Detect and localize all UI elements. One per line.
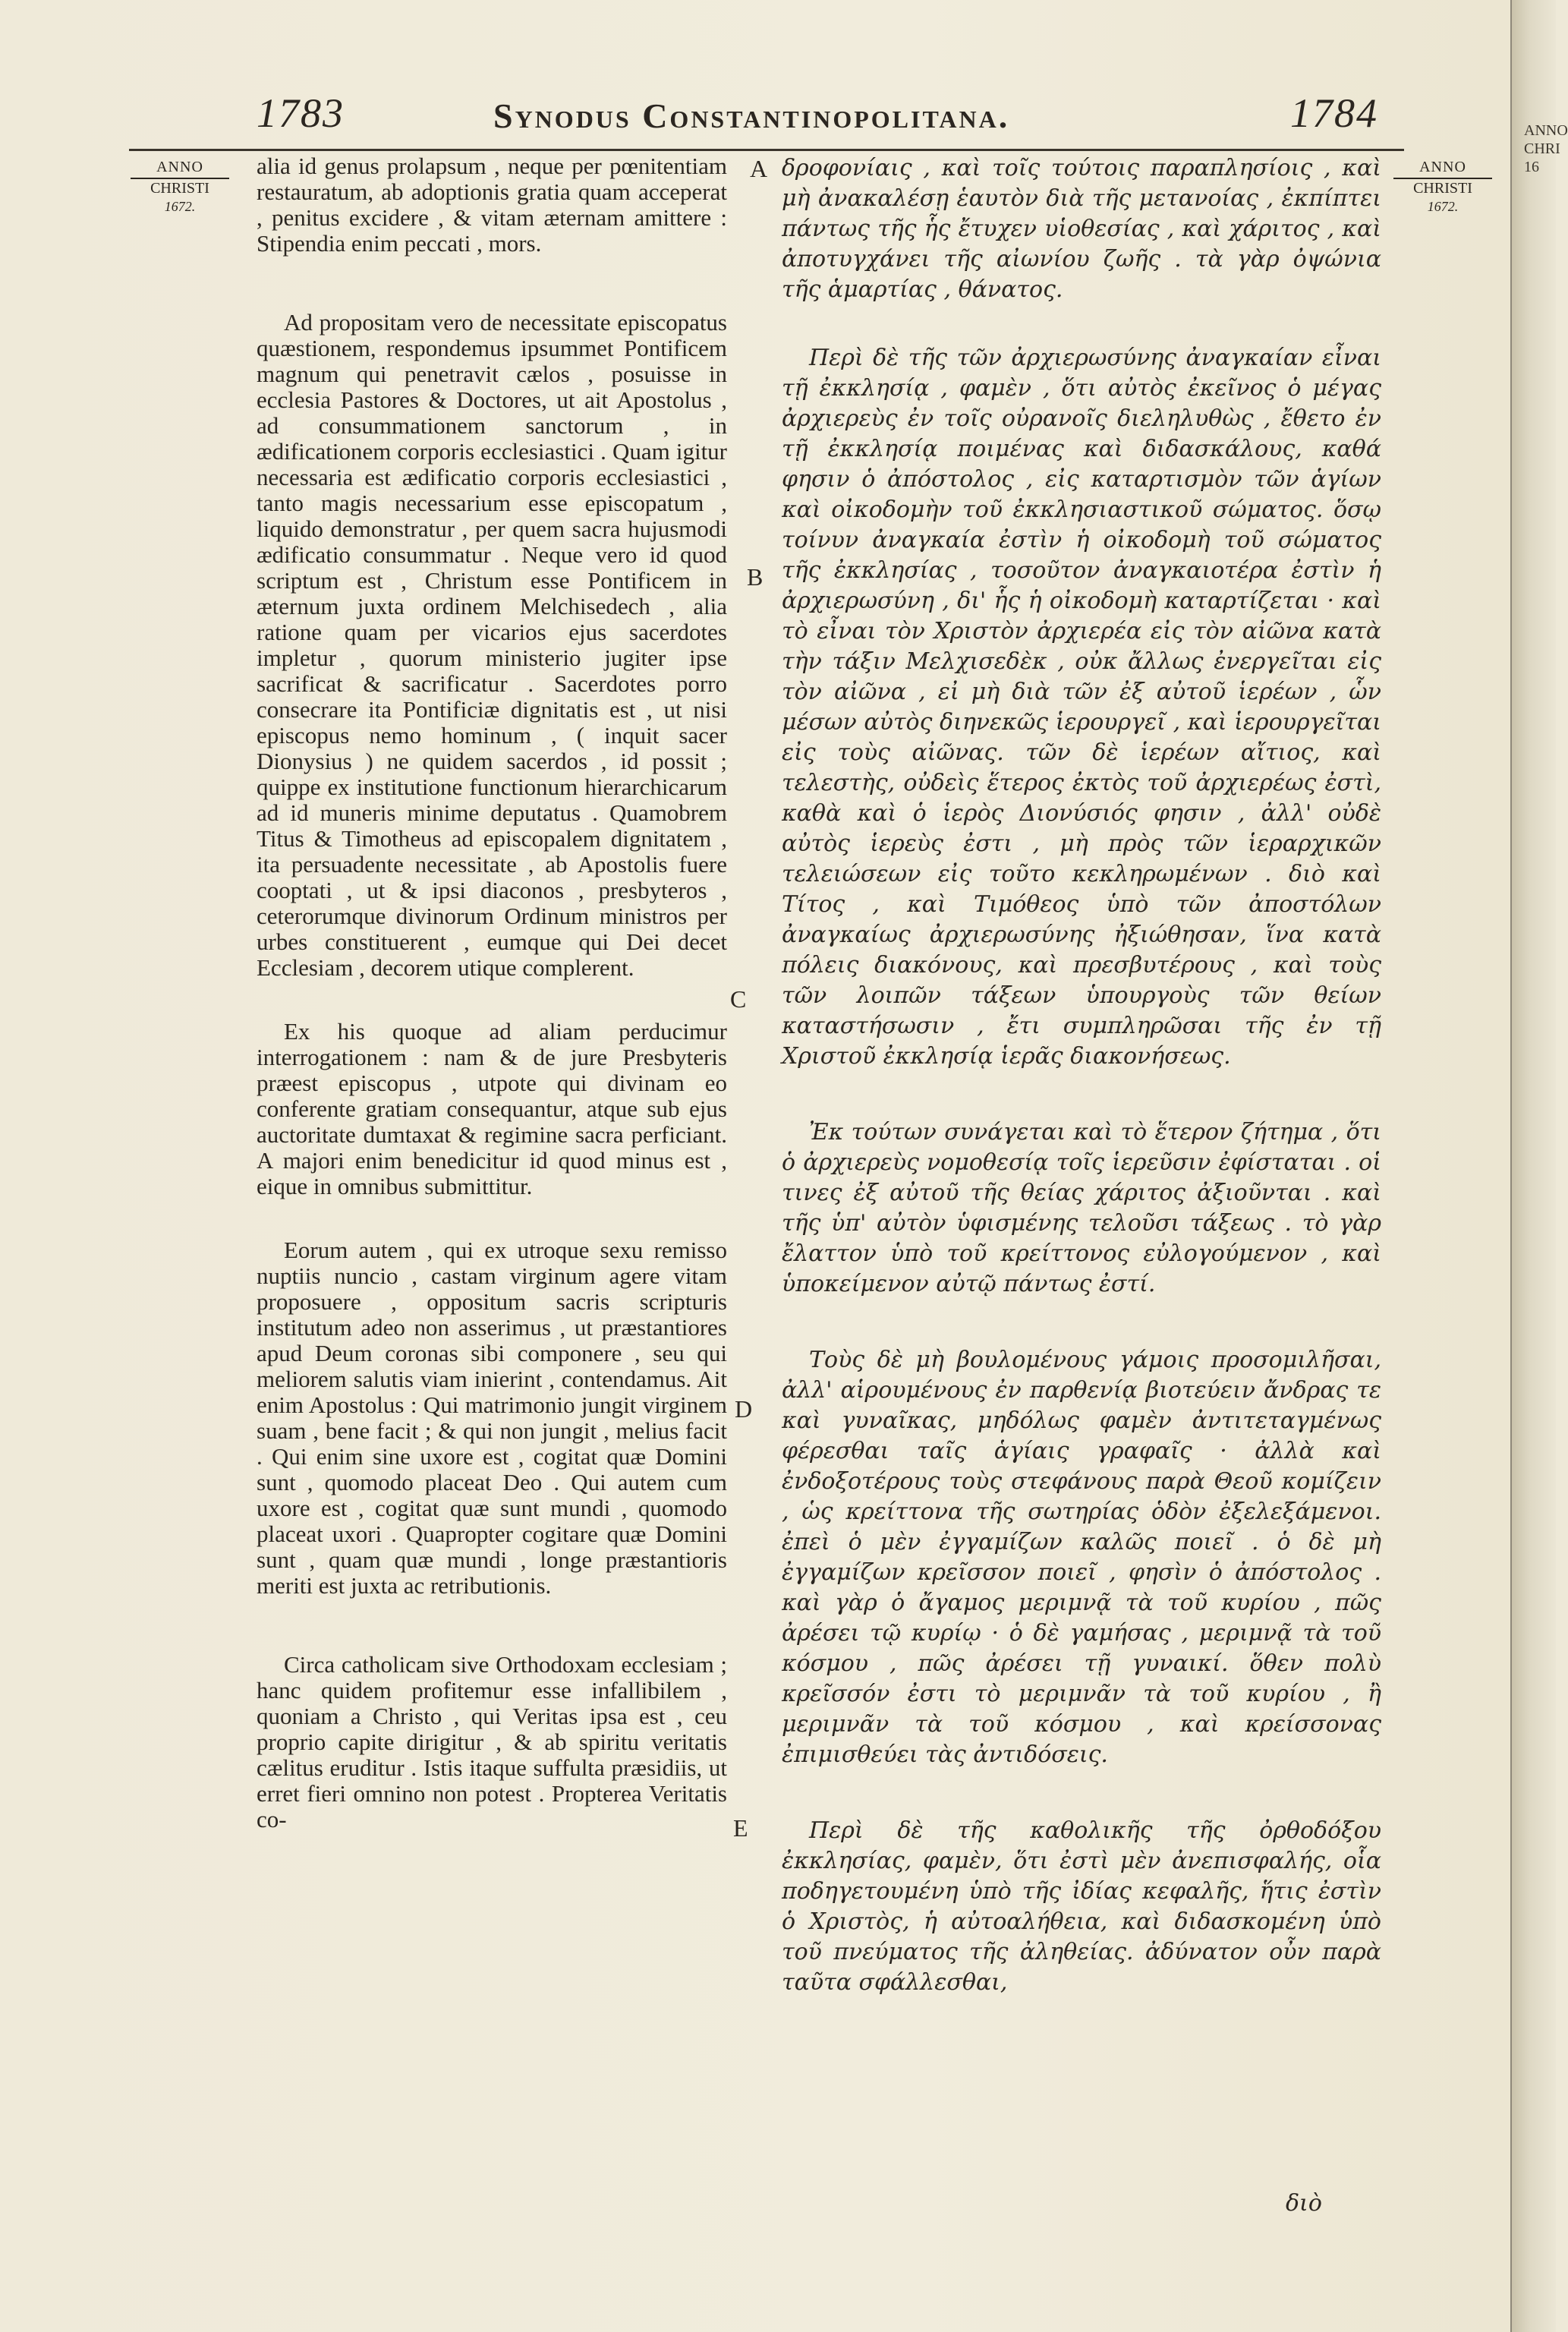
margin-year: 1672.	[164, 199, 196, 214]
section-marker-d: D	[735, 1395, 753, 1423]
latin-paragraph: alia id genus prolapsum , neque per pœnitentiam restauratum, ab adoptionis gratia quam acceperat , penitus excidere , & vitam æternam amittere : Stipendia enim peccati , mors.	[257, 153, 727, 257]
running-title: Synodus Constantinopolitana.	[493, 96, 1010, 135]
greek-paragraph: Περὶ δὲ τῆς καθολικῆς τῆς ὀρθοδόξου ἐκκλησίας, φαμὲν, ὅτι ἐστὶ μὲν ἀνεπισφαλής, οἷα ποδηγετουμένη ὑπὸ τῆς ἰδίας κεφαλῆς, ἥτις ἐστὶν ὁ Χριστὸς, ἡ αὐτοαλήθεια, καὶ διδασκομένη ὑπὸ τοῦ πνεύματος τῆς ἀληθείας. ἀδύνατον οὖν παρὰ ταῦτα σφάλλεσθαι,	[782, 1817, 1381, 1996]
latin-paragraph: Circa catholicam sive Orthodoxam ecclesiam ; hanc quidem profitemur esse infallibilem , quoniam a Christo , qui Veritas ipsa est , ceu proprio capite dirigitur , & ab spiritu veritatis cælitus eruditur . Istis itaque suffulta præsidiis, ut erret fieri omnino non potest . Propterea Veritatis co-	[257, 1651, 727, 1833]
margin-christi-label: CHRISTI	[1413, 180, 1472, 197]
greek-paragraph: δροφονίαις , καὶ τοῖς τούτοις παραπλησίοις , καὶ μὴ ἀνακαλέσῃ ἑαυτὸν διὰ τῆς μετανοίας , ἐκπίπτει πάντως τῆς ἧς ἔτυχεν υἱοθεσίας , καὶ χάριτος , καὶ ἀποτυγχάνει τῆς αἰωνίου ζωῆς . τὰ γὰρ ὀψώνια τῆς ἁμαρτίας , θάνατος.	[782, 155, 1381, 303]
page-header	[0, 90, 1510, 143]
margin-year: 1672.	[1427, 199, 1459, 214]
facing-year: 16	[1524, 159, 1539, 175]
header-rule	[129, 149, 1404, 151]
margin-christi-label: CHRISTI	[150, 180, 209, 197]
latin-column	[257, 153, 727, 1833]
greek-paragraph: Περὶ δὲ τῆς τῶν ἀρχιερωσύνης ἀναγκαίαν εἶναι τῇ ἐκκλησίᾳ , φαμὲν , ὅτι αὐτὸς ἐκεῖνος ὁ μέγας ἀρχιερεὺς ἐν τοῖς οὐρανοῖς διεληλυθὼς , ἔθετο ἐν τῇ ἐκκλησίᾳ ποιμένας καὶ διδασκάλους, καθά φησιν ὁ ἀπόστολος , εἰς καταρτισμὸν τῶν ἁγίων καὶ οἰκοδομὴν τοῦ ἐκκλησιαστικοῦ σώματος. ὅσῳ τοίνυν ἀναγκαία ἐστὶν ἡ οἰκοδομὴ τοῦ σώματος τῆς ἐκκλησίας , τοσοῦτον ἀναγκαιοτέρα ἐστὶν ἡ ἀρχιερωσύνη , δι' ἧς ἡ οἰκοδομὴ καταρτίζεται · καὶ τὸ εἶναι τὸν Χριστὸν ἀρχιερέα εἰς τὸν αἰῶνα κατὰ τὴν τάξιν Μελχισεδὲκ , οὐκ ἄλλως ἐνεργεῖται εἰς τὸν αἰῶνα , εἰ μὴ διὰ τῶν ἐξ αὐτοῦ ἱερέων , ὧν μέσων αὐτὸς διηνεκῶς ἱερουργεῖ , καὶ ἱερουργεῖται εἰς τοὺς αἰῶνας. τῶν δὲ ἱερέων αἴτιος, καὶ τελεστὴς, οὐδεὶς ἕτερος ἐκτὸς τοῦ ἀρχιερέως ἐστὶ, καθὰ καὶ ὁ ἱερὸς Διονύσιός φησιν , ἀλλ' οὐδὲ αὐτὸς ἱερεὺς ἐστι , μὴ πρὸς τῶν ἱεραρχικῶν τελειώσεων εἰς τοῦτο κεκληρωμένων . διὸ καὶ Τίτος , καὶ Τιμόθεος ὑπὸ τῶν ἀποστόλων ἀναγκαίως ἀρχιερωσύνης ἠξιώθησαν, ἵνα κατὰ πόλεις διακόνους, καὶ πρεσβυτέρους , καὶ τοὺς τῶν λοιπῶν τάξεων ὑπουργοὺς τῶν θείων καταστήσωσιν , ἔτι συμπληρῶσαι τῆς ἐν τῇ Χριστοῦ ἐκκλησίᾳ ἱερᾶς διακονήσεως.	[782, 345, 1381, 1070]
facing-anno-label: ANNO	[1524, 122, 1568, 139]
page-number-left: 1783	[257, 90, 345, 136]
margin-note-left	[131, 158, 229, 216]
facing-christi-label: CHRI	[1524, 140, 1560, 157]
latin-paragraph: Ex his quoque ad aliam perducimur interrogationem : nam & de jure Presbyteris præest episcopus , utpote qui divinam eo conferente gratiam consequantur, atque sub ejus auctoritate dumtaxat & regimine sacra perficiant. A majori enim benedicitur id quod minus est , eique in omnibus submittitur.	[257, 1018, 727, 1199]
greek-paragraph: Ἐκ τούτων συνάγεται καὶ τὸ ἕτερον ζήτημα , ὅτι ὁ ἀρχιερεὺς νομοθεσίᾳ τοῖς ἱερεῦσιν ἐφίσταται . οἱ τινες ἐξ αὐτοῦ τῆς θείας χάριτος ἀξιοῦνται . καὶ τῆς ὑπ' αὐτὸν ὑφισμένης τελοῦσι τάξεως . τὸ γὰρ ἔλαττον ὑπὸ τοῦ κρείττονος εὐλογούμενον , καὶ ὑποκείμενον αὐτῷ πάντως ἐστί.	[782, 1119, 1381, 1297]
page-number-right: 1784	[1290, 90, 1378, 136]
facing-page-edge	[1510, 0, 1568, 2332]
latin-paragraph: Ad propositam vero de necessitate episcopatus quæstionem, respondemus ipsummet Pontificem magnum qui penetravit cælos , posuisse in ecclesia Pastores & Doctores, ut ait Apostolus , ad consummationem sanctorum , in ædificationem corporis ecclesiastici . Quam igitur necessaria est ædificatio corporis ecclesiastici , tanto magis necessarium esse episcopatum , liquido demonstratur , per quem sacra hujusmodi ædificatio consummatur . Neque vero id quod scriptum est , Christum esse Pontificem in æternum juxta ordinem Melchisedech , alia ratione quam per vicarios ejus sacerdotes impletur , quorum ministerio jugiter ipse sacrificat & sacrificatur . Sacerdotes porro consecrare ita Pontificiæ dignitatis est , ut nisi episcopus nemo hominum , ( inquit sacer Dionysius ) ne quidem sacerdos , id possit ; quippe ex institutione functionum hierarchicarum ad id muneris minime deputatus . Quamobrem Titus & Timotheus ad episcopalem dignitatem , ita persuadente necessitate , ab Apostolis fuere cooptati , ut & ipsi diaconos , presbyteros , ceterorumque divinorum Ordinum ministros per urbes constituerent , eumque qui Dei decet Ecclesiam , decorem utique complerent.	[257, 309, 727, 981]
facing-page-margin-note	[1524, 121, 1568, 176]
margin-note-right	[1393, 158, 1492, 216]
margin-anno-label: ANNO	[131, 158, 229, 179]
greek-column	[782, 153, 1381, 1998]
margin-anno-label: ANNO	[1393, 158, 1492, 179]
catchword: διὸ	[1286, 2190, 1322, 2217]
section-marker-a: A	[750, 155, 768, 182]
greek-paragraph: Τοὺς δὲ μὴ βουλομένους γάμοις προσομιλῆσαι, ἀλλ' αἱρουμένους ἐν παρθενίᾳ βιοτεύειν ἄνδρας τε καὶ γυναῖκας, μηδόλως φαμὲν ἀντιτεταγμένως φέρεσθαι ταῖς ἁγίαις γραφαῖς · ἀλλὰ καὶ ἐνδοξοτέρους τοὺς στεφάνους παρὰ Θεοῦ κομίζειν , ὡς κρείττονα τῆς σωτηρίας ὁδὸν ἐξελεξάμενοι. ἐπεὶ ὁ μὲν ἐγγαμίζων καλῶς ποιεῖ . ὁ δὲ μὴ ἐγγαμίζων κρεῖσσον ποιεῖ , φησὶν ὁ ἀπόστολος . καὶ γὰρ ὁ ἄγαμος μεριμνᾷ τὰ τοῦ κυρίου , πῶς ἀρέσει τῷ κυρίῳ · ὁ δὲ γαμήσας , μεριμνᾷ τὰ τοῦ κόσμου , πῶς ἀρέσει τῇ γυναικί. ὅθεν πολὺ κρεῖσσόν ἐστι τὸ μεριμνᾶν τὰ τοῦ κυρίου , ἢ μεριμνᾶν τὰ τοῦ κόσμου , καὶ κρείσσονας ἐπιμισθεύει τὰς ἀντιδόσεις.	[782, 1347, 1381, 1768]
section-marker-e: E	[733, 1814, 748, 1842]
section-marker-c: C	[730, 985, 747, 1013]
latin-paragraph: Eorum autem , qui ex utroque sexu remisso nuptiis nuncio , castam virginum agere vitam proposuere , oppositum sacris scripturis institutum adeo non asserimus , ut præstantiores apud Deum coronas sibi componere , seu qui meliorem salutis viam inierint , contendamus. Ait enim Apostolus : Qui matrimonio jungit virginem suam , bene facit ; & qui non jungit , melius facit . Qui enim sine uxore est , cogitat quæ Domini sunt , quomodo placeat Deo . Qui autem cum uxore est , cogitat quæ sunt mundi , quomodo placeat uxori . Quapropter cogitare quæ Domini sunt , quam quæ mundi , longe præstantioris meriti est juxta ac retributionis.	[257, 1237, 727, 1599]
section-marker-b: B	[747, 563, 764, 591]
